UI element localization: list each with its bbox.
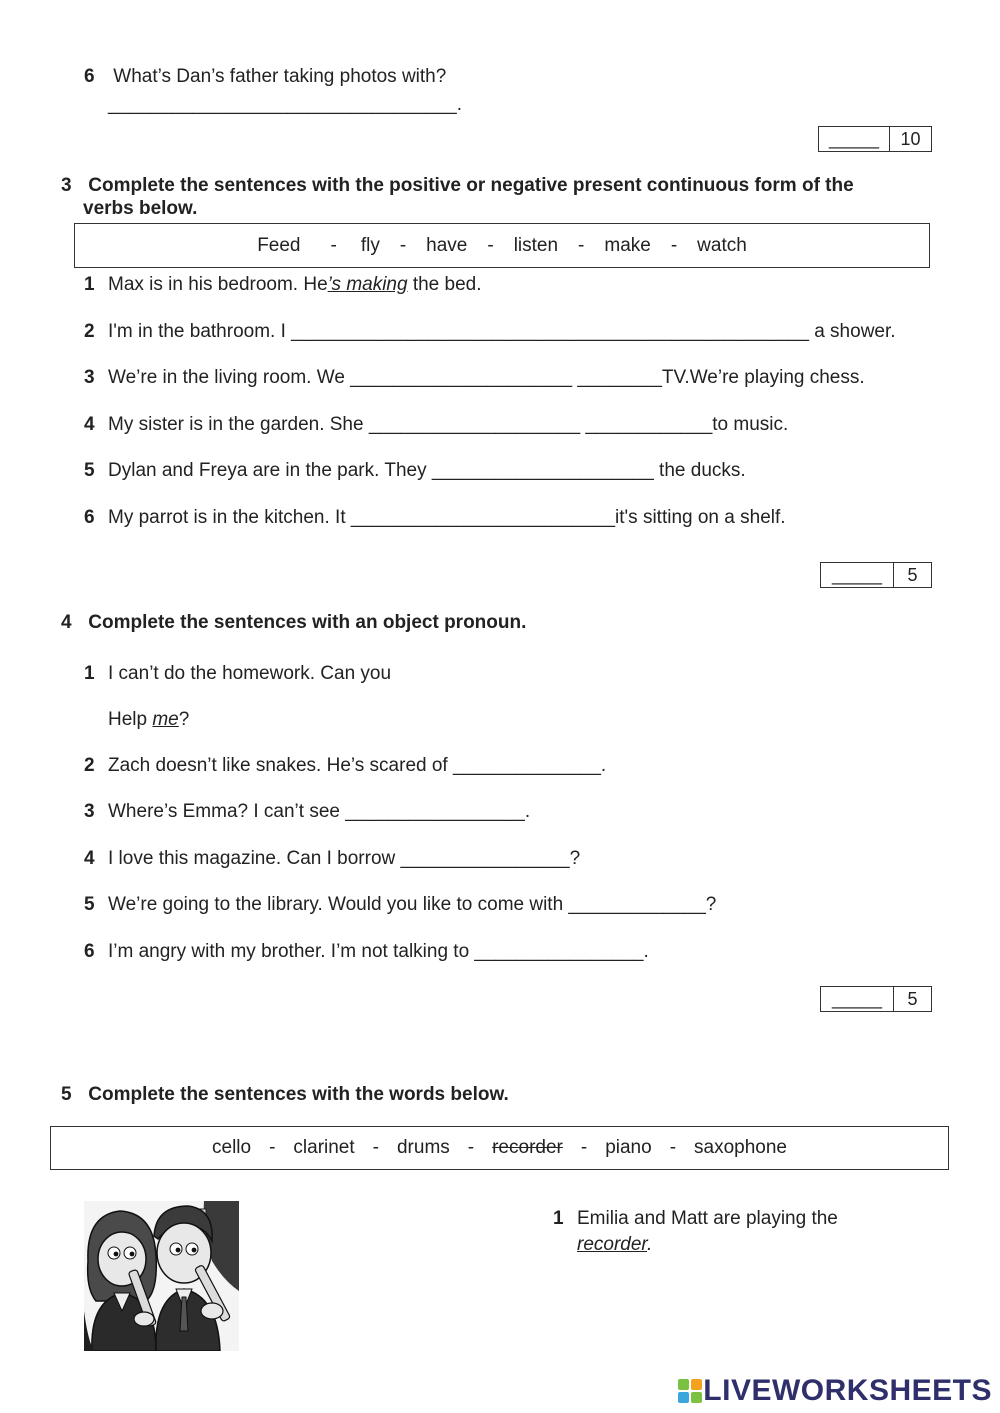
word-saxophone: saxophone <box>694 1137 787 1158</box>
separator: - <box>670 234 678 256</box>
item-text: Where’s Emma? I can’t see _________________. <box>108 801 531 822</box>
word-box-verbs <box>74 223 930 268</box>
logo-text: LIVEWORKSHEETS <box>703 1374 992 1407</box>
separator: - <box>669 1137 677 1158</box>
item-text: Max is in his bedroom. He <box>108 274 328 295</box>
separator: - <box>580 1137 588 1158</box>
word-cello: cello <box>212 1137 252 1158</box>
word-recorder-crossed: recorder <box>492 1137 563 1158</box>
word-drums: drums <box>396 1137 450 1158</box>
item-text: I can’t do the homework. Can you <box>108 663 392 684</box>
separator: - <box>467 1137 475 1158</box>
ex4-item-1-line-2 <box>108 709 189 731</box>
item-text: We’re going to the library. Would you like to come with _____________? <box>108 894 717 915</box>
item-number: 3 <box>84 367 95 388</box>
item-number: 2 <box>84 321 95 342</box>
item-number: 5 <box>84 894 95 915</box>
word-have: have <box>426 234 468 256</box>
heading-line-2: verbs below. <box>83 198 198 219</box>
liveworksheets-icon <box>677 1378 703 1404</box>
answer-blank[interactable]: _________________________________. <box>108 94 462 115</box>
item-text: My sister is in the garden. She ____________________ ____________to music. <box>108 414 789 435</box>
item-number: 1 <box>84 663 95 684</box>
ex3-item-3[interactable] <box>84 367 865 389</box>
item-number: 6 <box>84 507 95 528</box>
score-box <box>820 986 932 1012</box>
word-fly: fly <box>360 234 380 256</box>
exercise-4-heading <box>61 612 526 634</box>
separator: - <box>487 234 494 256</box>
item-text: My parrot is in the kitchen. It _________________________it's sitting on a shelf. <box>108 507 786 528</box>
ex3-item-5[interactable] <box>84 460 746 482</box>
word-feed: Feed <box>257 234 301 256</box>
word-piano: piano <box>605 1137 652 1158</box>
ex4-item-6[interactable] <box>84 941 649 963</box>
ex4-item-1 <box>84 663 391 685</box>
question-text: What’s Dan’s father taking photos with? <box>113 66 447 87</box>
ex4-item-3[interactable] <box>84 801 530 823</box>
item-text: Help <box>108 709 153 730</box>
item-number: 5 <box>84 460 95 481</box>
score-blank[interactable]: _____ <box>821 563 894 587</box>
score-total: 5 <box>907 988 918 1009</box>
ex5-item-1 <box>553 1208 838 1230</box>
separator: - <box>578 234 585 256</box>
ex4-item-4[interactable] <box>84 848 580 870</box>
ex3-item-1 <box>84 274 482 296</box>
item-text: Zach doesn’t like snakes. He’s scared of ______________. <box>108 755 607 776</box>
item-text: Emilia and Matt are playing the <box>577 1208 838 1229</box>
separator: - <box>399 234 407 256</box>
example-answer: ’s making <box>327 274 408 295</box>
ex3-item-2[interactable] <box>84 321 896 343</box>
score-blank[interactable]: _____ <box>821 987 894 1011</box>
item-text: We’re in the living room. We _____________________ ________TV.We’re playing chess. <box>108 367 865 388</box>
separator: - <box>330 234 337 256</box>
word-clarinet: clarinet <box>293 1137 355 1158</box>
exercise-5-heading <box>61 1084 509 1106</box>
item-text: I'm in the bathroom. I _________________________________________________ a shower. <box>108 321 896 342</box>
separator: - <box>269 1137 276 1158</box>
score-total: 10 <box>900 128 921 149</box>
score-blank[interactable]: _____ <box>819 127 890 151</box>
word-watch: watch <box>697 234 747 256</box>
exercise-number: 5 <box>61 1084 72 1105</box>
ex4-item-2[interactable] <box>84 755 606 777</box>
item-text-end: ? <box>178 709 190 730</box>
item-text: I love this magazine. Can I borrow ________________? <box>108 848 581 869</box>
question-number: 6 <box>84 66 95 87</box>
heading-text: Complete the sentences with the words below. <box>88 1084 509 1105</box>
heading-line-1: Complete the sentences with the positive or negative present continuous form of the <box>88 175 854 196</box>
liveworksheets-logo[interactable] <box>677 1374 992 1408</box>
item-text-end: . <box>647 1234 653 1255</box>
heading-text: Complete the sentences with an object pronoun. <box>88 612 527 633</box>
item-number: 1 <box>553 1208 564 1229</box>
word-box-instruments <box>50 1126 949 1170</box>
item-text-end: the bed. <box>407 274 482 295</box>
item-number: 2 <box>84 755 95 776</box>
item-number: 1 <box>84 274 95 295</box>
example-answer: recorder <box>577 1234 648 1255</box>
item-number: 6 <box>84 941 95 962</box>
exercise-3-heading <box>61 175 854 197</box>
score-box <box>818 126 932 152</box>
item-number: 4 <box>84 414 95 435</box>
question-6 <box>84 66 446 88</box>
ex3-item-6[interactable] <box>84 507 786 529</box>
ex4-item-5[interactable] <box>84 894 716 916</box>
ex3-item-4[interactable] <box>84 414 788 436</box>
exercise-number: 3 <box>61 175 72 196</box>
ex5-item-1-line-2 <box>577 1234 652 1256</box>
item-number: 3 <box>84 801 95 822</box>
example-answer: me <box>152 709 179 730</box>
item-text: I’m angry with my brother. I’m not talking to ________________. <box>108 941 649 962</box>
separator: - <box>372 1137 379 1158</box>
score-box <box>820 562 932 588</box>
word-listen: listen <box>513 234 559 256</box>
score-total: 5 <box>907 564 918 585</box>
item-text: Dylan and Freya are in the park. They _____________________ the ducks. <box>108 460 746 481</box>
children-recorder-illustration <box>84 1201 239 1351</box>
word-make: make <box>604 234 651 256</box>
item-number: 4 <box>84 848 95 869</box>
exercise-number: 4 <box>61 612 72 633</box>
